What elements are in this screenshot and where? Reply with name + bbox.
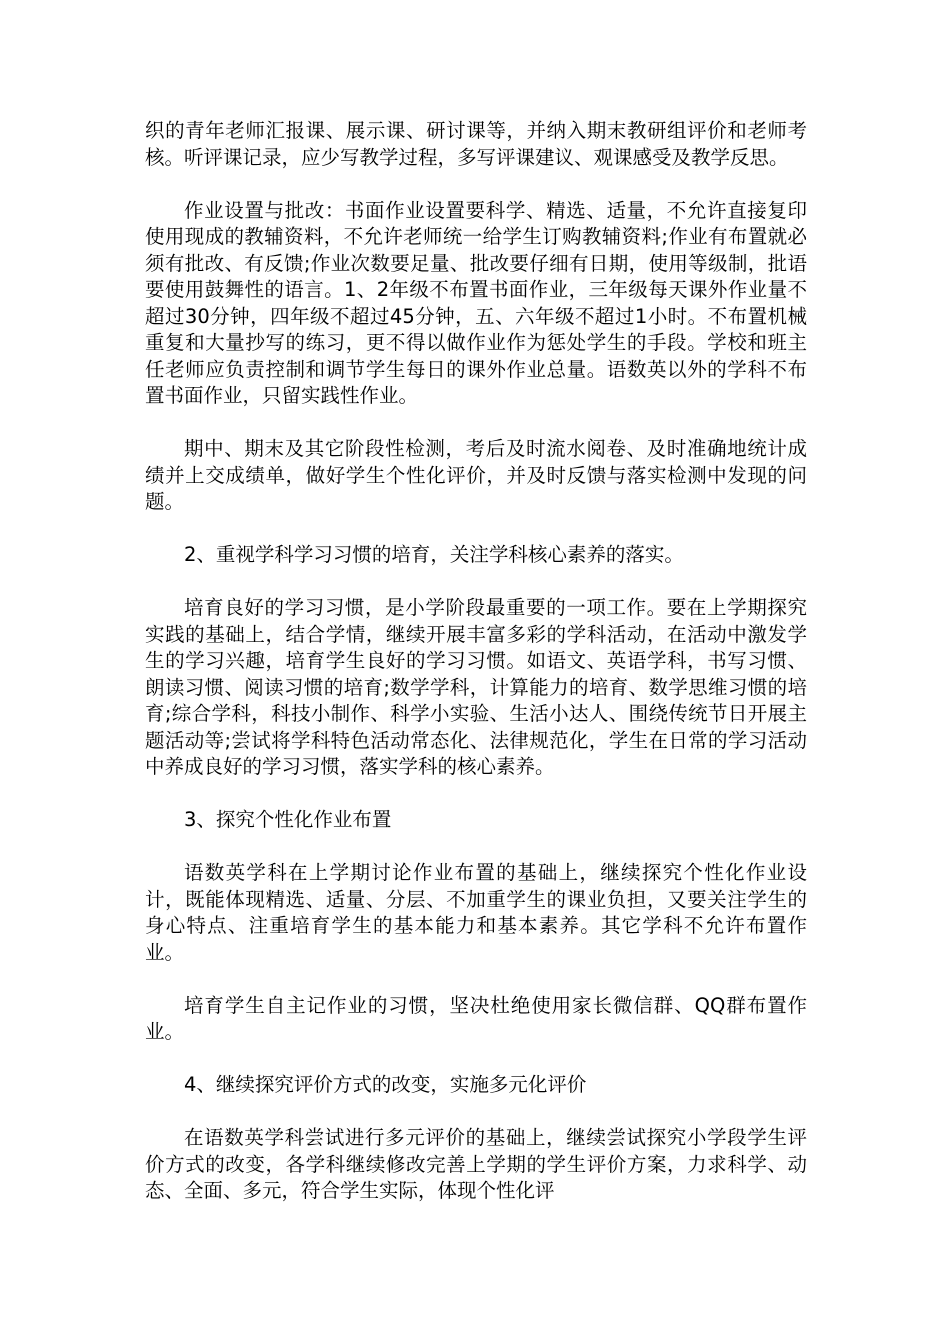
- document-body: [145, 118, 807, 1231]
- paragraph-study-habits: 培育良好的学习习惯，是小学阶段最重要的一项工作。要在上学期探究实践的基础上，结合学情，继续开展丰富多彩的学科活动，在活动中激发学生的学习兴趣，培育学生良好的学习习惯。如语文、英语学科，书写习惯、朗读习惯、阅读习惯的培育;数学学科，计算能力的培育、数学思维习惯的培育;综合学科，科技小制作、科学小实验、生活小达人、围绕传统节日开展主题活动等;尝试将学科特色活动常态化、法律规范化，学生在日常的学习活动中养成良好的学习习惯，落实学科的核心素养。: [145, 596, 807, 778]
- section-heading-4: 4、继续探究评价方式的改变，实施多元化评价: [184, 1073, 587, 1096]
- paragraph-exam-review: 期中、期末及其它阶段性检测，考后及时流水阅卷、及时准确地统计成绩并上交成绩单，做好学生个性化评价，并及时反馈与落实检测中发现的问题。: [145, 437, 807, 513]
- paragraph-continued: 织的青年老师汇报课、展示课、研讨课等，并纳入期末教研组评价和老师考核。听评课记录，应少写教学过程，多写评课建议、观课感受及教学反思。: [145, 119, 807, 169]
- paragraph-homework-setting: 作业设置与批改：书面作业设置要科学、精选、适量，不允许直接复印使用现成的教辅资料，不允许老师统一给学生订购教辅资料;作业有布置就必须有批改、有反馈;作业次数要足量、批改要仔细有日期，使用等级制，批语要使用鼓舞性的语言。1、2年级不布置书面作业，三年级每天课外作业量不超过30分钟，四年级不超过45分钟，五、六年级不超过1小时。不布置机械重复和大量抄写的练习，更不得以做作业作为惩处学生的手段。学校和班主任老师应负责控制和调节学生每日的课外作业总量。语数英以外的学科不布置书面作业，只留实践性作业。: [145, 198, 807, 407]
- paragraph-personalized-homework: 语数英学科在上学期讨论作业布置的基础上，继续探究个性化作业设计，既能体现精选、适量、分层、不加重学生的课业负担，又要关注学生的身心特点、注重培育学生的基本能力和基本素养。其它学科不允许布置作业。: [145, 861, 807, 964]
- section-heading-2: 2、重视学科学习习惯的培育，关注学科核心素养的落实。: [184, 543, 684, 566]
- paragraph-evaluation: 在语数英学科尝试进行多元评价的基础上，继续尝试探究小学段学生评价方式的改变，各学科继续修改完善上学期的学生评价方案，力求科学、动态、全面、多元，符合学生实际，体现个性化评: [145, 1126, 807, 1202]
- paragraph-self-recording: 培育学生自主记作业的习惯，坚决杜绝使用家长微信群、QQ群布置作业。: [145, 993, 807, 1043]
- section-heading-3: 3、探究个性化作业布置: [184, 808, 392, 831]
